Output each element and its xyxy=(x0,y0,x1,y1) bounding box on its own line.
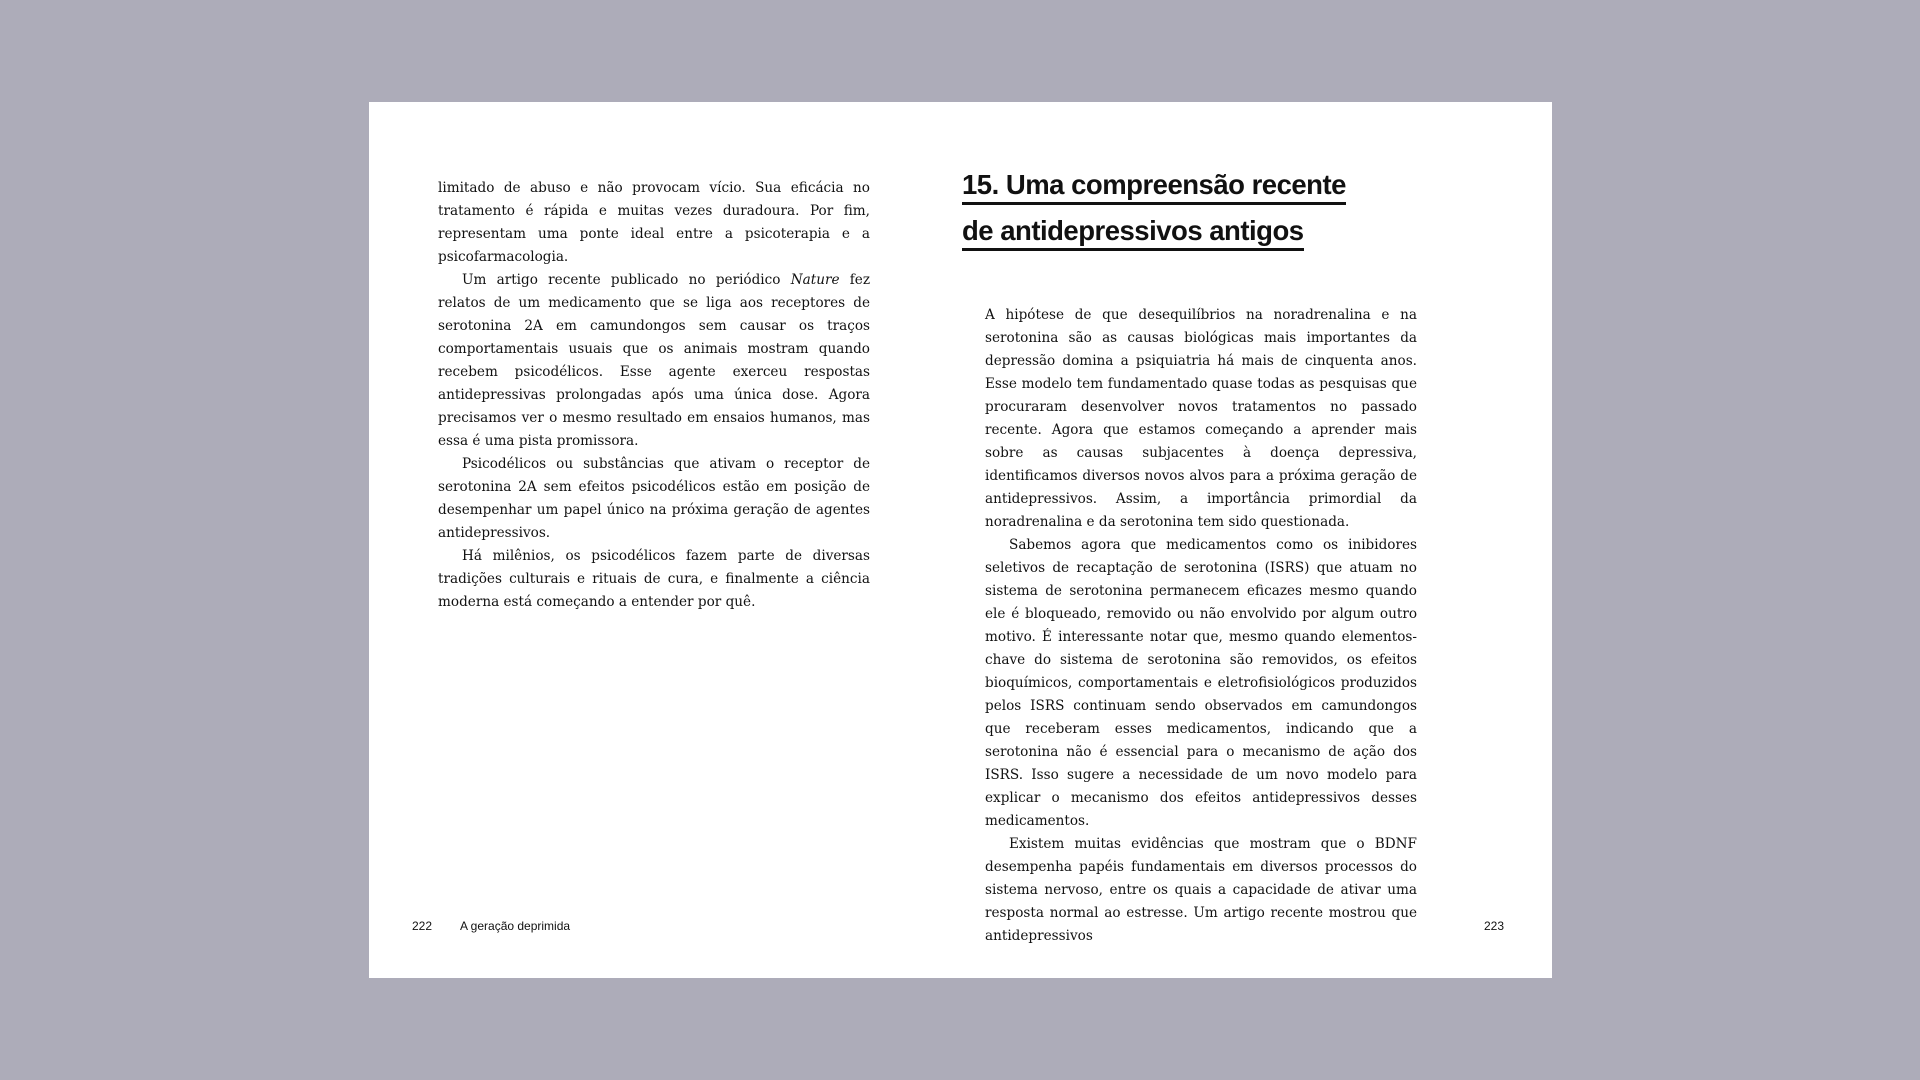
right-page xyxy=(962,162,1472,948)
running-title: A geração deprimida xyxy=(460,919,571,933)
book-spread xyxy=(369,102,1552,978)
nature-paragraph-after: fez relatos de um medicamento que se liga aos receptores de serotonina 2A em camundongos sem causar os traços comportamentais usuais que os animais mostram quando recebem psicodélicos. Esse agente exerceu respostas antidepressivas prolongadas após uma única dose. Agora precisamos ver o mesmo resultado em ensaios humanos, mas essa é uma pista promissora. xyxy=(438,272,871,449)
right-paragraph-1: A hipótese de que desequilíbrios na noradrenalina e na serotonina são as causas biológicas mais importantes da depressão domina a psiquiatria há mais de cinquenta anos. Esse modelo tem fundamentado quase todas as pesquisas que procuraram desenvolver novos tratamentos no passado recente. Agora que estamos começando a aprender mais sobre as causas subjacentes à doença depressiva, identificamos diversos novos alvos para a próxima geração de antidepressivos. Assim, a importância primordial da noradrenalina e da serotonina tem sido questionada. xyxy=(985,307,1417,530)
left-page-body xyxy=(438,177,870,614)
right-page-number: 223 xyxy=(1484,919,1505,933)
left-page-number: 222 xyxy=(412,919,433,933)
nature-journal-name: Nature xyxy=(790,272,840,288)
chapter-title-line-2: de antidepressivos antigos xyxy=(962,214,1304,251)
right-page-body xyxy=(985,304,1417,948)
left-paragraph-1: limitado de abuso e não provocam vício. Sua eficácia no tratamento é rápida e muitas vezes duradoura. Por fim, representam uma ponte ideal entre a psicoterapia e a psicofarmacologia. xyxy=(438,180,870,265)
chapter-title-line-1: 15. Uma compreensão recente xyxy=(962,168,1346,205)
chapter-title xyxy=(962,162,1472,254)
right-paragraph-2: Sabemos agora que medicamentos como os inibidores seletivos de recaptação de serotonina (ISRS) que atuam no sistema de serotonina permanecem eficazes mesmo quando ele é bloqueado, removido ou não envolvido por algum outro motivo. É interessante notar que, mesmo quando elementos-chave do sistema de serotonina são removidos, os efeitos bioquímicos, comportamentais e eletrofisiológicos produzidos pelos ISRS continuam sendo observados em camundongos que receberam esses medicamentos, indicando que a serotonina não é essencial para o mecanismo de ação dos ISRS. Isso sugere a necessidade de um novo modelo para explicar o mecanismo dos efeitos antidepressivos desses medicamentos. xyxy=(985,537,1417,829)
right-paragraph-3: Existem muitas evidências que mostram que o BDNF desempenha papéis fundamentais em diversos processos do sistema nervoso, entre os quais a capacidade de ativar uma resposta normal ao estresse. Um artigo recente mostrou que antidepressivos xyxy=(985,836,1417,944)
left-paragraph-2 xyxy=(438,269,870,453)
left-page xyxy=(438,177,870,614)
nature-paragraph-before: Um artigo recente publicado no periódico xyxy=(462,272,791,288)
left-paragraph-4: Há milênios, os psicodélicos fazem parte de diversas tradições culturais e rituais de cura, e finalmente a ciência moderna está começando a entender por quê. xyxy=(438,548,870,610)
left-paragraph-3: Psicodélicos ou substâncias que ativam o receptor de serotonina 2A sem efeitos psicodélicos estão em posição de desempenhar um papel único na próxima geração de agentes antidepressivos. xyxy=(438,456,870,541)
